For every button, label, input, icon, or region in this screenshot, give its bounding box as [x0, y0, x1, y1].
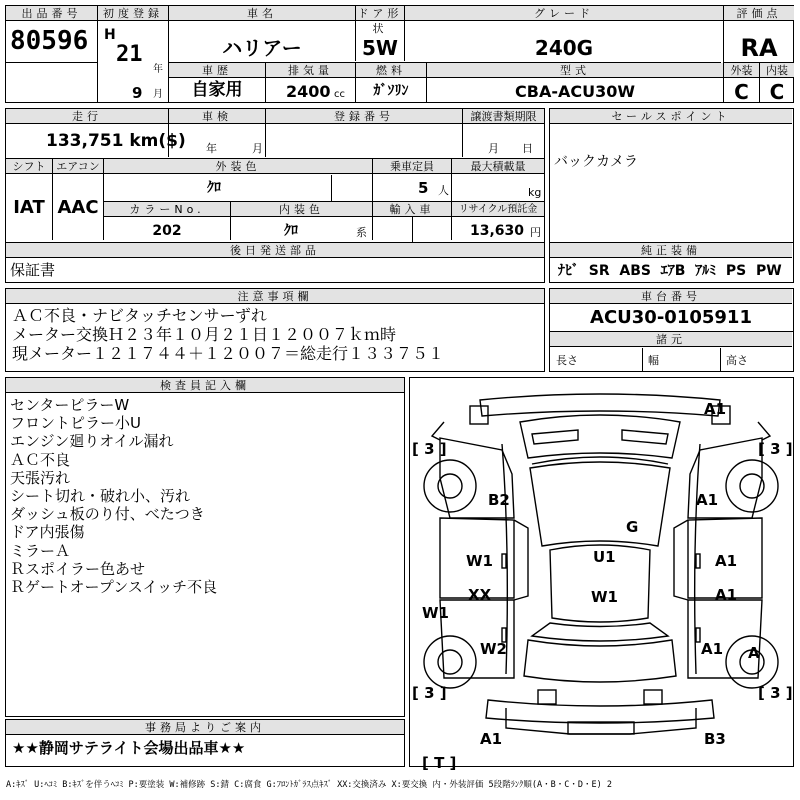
grade-header: グレード [405, 6, 723, 21]
reg-year: 21 [116, 42, 143, 67]
door-type: 5W [362, 36, 398, 60]
recycle-header: リサイクル預託金 [452, 202, 544, 217]
inspector-note-line: フロントピラー小U [10, 414, 141, 433]
int-grade: C [769, 80, 785, 104]
inspector-note-line: シート切れ・破れ小、汚れ [10, 487, 191, 505]
fuel-header: 燃料 [356, 63, 426, 78]
era: H [104, 27, 116, 43]
shift-header: シフト [6, 159, 52, 174]
damage-diagram [409, 377, 794, 772]
inspector-note-line: ダッシュ板のり付、べたつき [10, 505, 205, 524]
color-number: 202 [152, 223, 182, 239]
model-header: 型式 [427, 63, 723, 78]
notes-line-1: ＡＣ不良・ナビタッチセンサーずれ [12, 306, 267, 325]
insp-year-unit: 年 [206, 142, 217, 155]
tire-depth-rear-right: [ 3 ] [758, 684, 793, 702]
inspector-note-line: Ｒゲートオープンスイッチ不良 [10, 578, 218, 596]
transfer-day-unit: 日 [522, 142, 533, 155]
mileage: 133,751 km($) [46, 131, 186, 151]
ac: AAC [57, 197, 99, 218]
vehicle-info-table [5, 108, 545, 283]
sales-point-box [549, 108, 794, 283]
int-header: 内装 [760, 63, 794, 78]
tire-depth-front-left: [ 3 ] [412, 440, 447, 458]
mark-rear-right: B3 [704, 730, 726, 748]
spec-header: 諸元 [550, 332, 792, 347]
equip-header: 純正装備 [550, 243, 792, 258]
office-message: ★★静岡サテライト会場出品車★★ [12, 739, 246, 757]
car-outline [410, 378, 792, 765]
inspector-note-line: エンジン廻りオイル漏れ [10, 432, 174, 451]
mark-front-bumper: A1 [704, 400, 727, 418]
mark-roof: U1 [593, 548, 616, 566]
int-color-suffix: 系 [356, 226, 367, 239]
displacement-header: 排気量 [266, 63, 355, 78]
mark-right-rear-wheel: A [748, 644, 760, 662]
mark-right-rear-door: A1 [715, 586, 738, 604]
load-unit: kg [528, 186, 542, 199]
tire-depth-rear-left: [ 3 ] [412, 684, 447, 702]
capacity-unit: 人 [438, 184, 449, 197]
first-reg-header: 初度登録 [98, 6, 168, 21]
history: 自家用 [191, 80, 243, 100]
mark-center: W1 [591, 588, 618, 606]
equipment: ﾅﾋﾞ SR ABS ｴｱB ｱﾙﾐ PS PW [558, 263, 782, 279]
mark-left-front-fender: B2 [488, 491, 510, 509]
displacement: 2400 [286, 82, 331, 101]
load-header: 最大積載量 [452, 159, 544, 174]
mark-right-front-door: A1 [715, 552, 738, 570]
height-label: 高さ [726, 354, 748, 367]
transfer-header: 譲渡書類期限 [463, 109, 544, 124]
mark-left-rear-fender: W2 [480, 640, 507, 658]
mark-rear-left: A1 [480, 730, 503, 748]
mark-windshield: G [626, 518, 639, 536]
tire-depth-front-right: [ 3 ] [758, 440, 793, 458]
year-unit: 年 [153, 64, 163, 75]
mark-left-rear-door: XX [468, 586, 492, 604]
inspection-header: 車検 [169, 109, 265, 124]
body-color: ｸﾛ [207, 180, 221, 196]
recycle-fee: 13,630 [470, 223, 525, 239]
recycle-unit: 円 [530, 226, 541, 239]
ac-header: エアコン [53, 159, 103, 174]
reg-no-header: 登録番号 [266, 109, 462, 124]
score-header: 評価点 [724, 6, 794, 21]
fuel: ｶﾞｿﾘﾝ [373, 83, 409, 99]
mark-left-pillar: W1 [422, 604, 449, 622]
capacity-header: 乗車定員 [373, 159, 451, 174]
lot-number: 80596 [10, 26, 89, 56]
mark-left-front-pillar: W1 [466, 552, 493, 570]
ext-grade: C [734, 80, 749, 104]
reg-month: 9 [132, 84, 143, 102]
import-header: 輸入車 [373, 202, 451, 217]
door-header: ドア形状 [357, 7, 403, 35]
width-label: 幅 [648, 354, 659, 367]
length-label: 長さ [556, 354, 578, 367]
header-table [5, 5, 794, 103]
inspector-note-line: ＡＣ不良 [10, 450, 71, 469]
chassis-box [549, 288, 794, 372]
inspector-note-line: 天張汚れ [10, 468, 71, 487]
shift: IAT [13, 197, 45, 218]
sales-header: セールスポイント [550, 109, 792, 124]
notes-header: 注意事項欄 [6, 289, 544, 304]
later-parts: 保証書 [10, 261, 56, 279]
mark-right-rear-fender: A1 [701, 640, 724, 658]
inspector-note-line: Ｒスポイラー色あせ [10, 559, 146, 578]
parts-header: 後日発送部品 [6, 243, 544, 258]
inspector-note-line: センターピラーW [10, 396, 130, 414]
ext-header: 外装 [724, 63, 759, 78]
inspector-box [5, 377, 405, 717]
insp-month-unit: 月 [252, 142, 263, 155]
notes-line-3: 現メーター１２１７４４＋１２００７＝総走行１３３７５１ [12, 344, 445, 363]
car-name-header: 車名 [169, 6, 355, 21]
office-box [5, 719, 405, 767]
displacement-unit: cc [334, 89, 345, 100]
car-name: ハリアー [222, 36, 302, 60]
interior-color: ｸﾛ [284, 223, 298, 239]
model-code: CBA-ACU30W [515, 82, 635, 101]
notes-line-2: メーター交換Ｈ２３年１０月２１日１２００７ｋｍ時 [12, 325, 397, 344]
notes-box [5, 288, 545, 372]
office-header: 事務局よりご案内 [6, 720, 404, 735]
inspector-header: 検査員記入欄 [6, 378, 404, 393]
color-header: 外装色 [104, 159, 372, 174]
mileage-header: 走行 [6, 109, 168, 124]
mark-right-front-fender: A1 [696, 491, 719, 509]
inspector-note-line: ミラーＡ [10, 541, 71, 560]
history-header: 車歴 [169, 63, 265, 78]
chassis-header: 車台番号 [550, 289, 792, 304]
month-unit: 月 [153, 89, 163, 100]
grade: 240G [534, 36, 594, 60]
score: RA [740, 34, 778, 62]
tire-depth-spare: [ T ] [422, 754, 457, 772]
chassis-number: ACU30-0105911 [590, 307, 752, 328]
lot-no-header: 出品番号 [6, 6, 97, 21]
sales-point: バックカメラ [554, 154, 638, 170]
color-no-header: カラーNo. [104, 202, 230, 217]
legend: A:ｷｽﾞ U:ﾍｺﾐ B:ｷｽﾞを伴うﾍｺﾐ P:要塗装 W:補修跡 S:錆 C:腐食 G:ﾌﾛﾝﾄｶﾞﾗｽ点ｷｽﾞ XX:交換済み X:要交換 内・外装評価 5段階ﾗﾝｸ順(A・B・C・D・E) 2 [6, 780, 612, 790]
transfer-month-unit: 月 [488, 142, 499, 155]
int-color-header: 内装色 [231, 202, 372, 217]
capacity: 5 [418, 179, 429, 197]
inspector-note-line: ドア内張傷 [10, 523, 85, 542]
